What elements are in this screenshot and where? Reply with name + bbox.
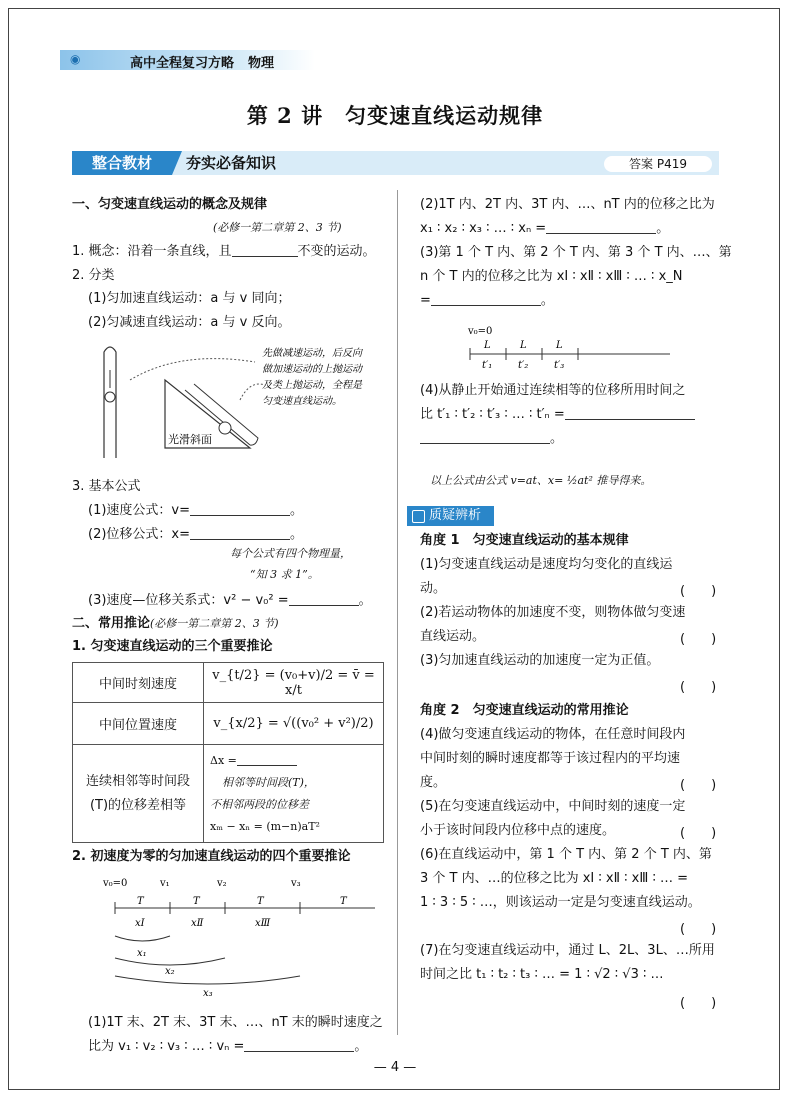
blank-velocity-ratio xyxy=(244,1039,354,1052)
incline-label: 光滑斜面 xyxy=(168,433,212,446)
question-6-b: 3 个 T 内、…的位移之比为 xⅠ ∶ xⅡ ∶ xⅢ ∶ … = xyxy=(420,871,688,886)
three-inferences-heading: 1. 匀变速直线运动的三个重要推论 xyxy=(72,639,273,654)
fig-note-3: 及类上抛运动，全程是 xyxy=(262,380,362,391)
label-L1: L xyxy=(484,340,491,351)
table-row xyxy=(73,663,384,703)
label-v1: v₁ xyxy=(160,878,170,889)
label-v0: v₀=0 xyxy=(103,878,128,889)
blank-concept xyxy=(232,244,298,257)
inference-4-a: (4)从静止开始通过连续相等的位移所用时间之 xyxy=(420,383,686,398)
blank-velocity xyxy=(190,503,290,516)
question-2-b: 直线运动。 xyxy=(420,629,486,644)
heading-ref: (必修一第二章第 2、3 节) xyxy=(213,221,342,234)
label-L3: L xyxy=(556,340,563,351)
fig-note-1: 先做减速运动，后反向 xyxy=(262,348,362,359)
derivation-note: 以上公式由公式 v=at、x= ½at² 推导得来。 xyxy=(430,474,652,487)
question-7-b: 时间之比 t₁ ∶ t₂ ∶ t₃ ∶ … = 1 ∶ √2 ∶ √3 ∶ … xyxy=(420,967,664,982)
table-note-2: 不相邻两段的位移差 xyxy=(210,797,309,811)
label-t1: t′₁ xyxy=(482,360,493,371)
formula-note-1: 每个公式有四个物理量， xyxy=(230,547,351,560)
answer-paren[interactable]: ( ) xyxy=(680,632,717,647)
heading-inference: 二、常用推论(必修一第二章第 2、3 节) xyxy=(72,616,279,631)
inference-3-c: = 。 xyxy=(420,293,554,308)
angle-2-heading: 角度 2 匀变速直线运动的常用推论 xyxy=(420,703,629,718)
label-L2: L xyxy=(520,340,527,351)
question-2-a: (2)若运动物体的加速度不变，则物体做匀变速 xyxy=(420,605,686,620)
inference-3-a: (3)第 1 个 T 内、第 2 个 T 内、第 3 个 T 内、…、第 xyxy=(420,245,732,260)
label-x3: x₃ xyxy=(203,988,213,999)
brace-x3 xyxy=(115,976,300,984)
label-v3: v₃ xyxy=(291,878,301,889)
table-value: v_{t/2} = (v₀+v)/2 = v̄ = x/t xyxy=(204,663,384,703)
inference-4-b: 比 t′₁ ∶ t′₂ ∶ t′₃ ∶ … ∶ t′ₙ = xyxy=(420,406,695,424)
question-5-a: (5)在匀变速直线运动中，中间时刻的速度一定 xyxy=(420,799,686,814)
inference-1-a: (1)1T 末、2T 末、3T 末、…、nT 末的瞬时速度之 xyxy=(88,1015,383,1030)
inference-2-b: x₁ ∶ x₂ ∶ x₃ ∶ … ∶ xₙ = 。 xyxy=(420,221,670,236)
label-xIII: xⅢ xyxy=(255,918,271,929)
question-1-b: 动。 xyxy=(420,581,447,596)
question-5-b: 小于该时间段内位移中点的速度。 xyxy=(420,823,616,838)
table-key: 中间位置速度 xyxy=(73,703,204,745)
answer-paren[interactable]: ( ) xyxy=(680,584,717,599)
label-xII: xⅡ xyxy=(191,918,204,929)
blank-delta xyxy=(237,753,297,766)
subject-label: 物理 xyxy=(248,56,275,71)
velocity-formula: (1)速度公式：v= 。 xyxy=(88,503,304,518)
question-6-a: (6)在直线运动中，第 1 个 T 内、第 2 个 T 内、第 xyxy=(420,847,712,862)
table-note-1: 相邻等时间段(T)， xyxy=(222,775,315,789)
formulas-heading: 3. 基本公式 xyxy=(72,479,141,494)
section-title: 夯实必备知识 xyxy=(186,154,277,172)
accel-line: (1)匀加速直线运动：a 与 v 同向； xyxy=(88,291,291,306)
delta-x: Δx = xyxy=(210,750,377,772)
question-6-c: 1 ∶ 3 ∶ 5 ∶ …，则该运动一定是匀变速直线运动。 xyxy=(420,895,701,910)
section-tag-tail xyxy=(172,151,182,175)
running-header xyxy=(130,52,274,71)
answer-paren[interactable]: ( ) xyxy=(680,922,717,937)
book-logo-icon: ◉ xyxy=(70,52,81,66)
label-T4: T xyxy=(340,896,347,907)
table-formula: xₘ − xₙ = (m−n)aT² xyxy=(210,819,320,833)
label-t2: t′₂ xyxy=(518,360,529,371)
pointer-1 xyxy=(130,359,255,380)
question-1-a: (1)匀变速直线运动是速度均匀变化的直线运 xyxy=(420,557,673,572)
label2-v0: v₀=0 xyxy=(468,326,493,337)
inference-2-a: (2)1T 内、2T 内、3T 内、…、nT 内的位移之比为 xyxy=(420,197,715,212)
book-title: 高中全程复习方略 xyxy=(130,56,235,71)
heading-concept: 一、匀变速直线运动的概念及规律 xyxy=(72,197,268,212)
answer-paren[interactable]: ( ) xyxy=(680,996,717,1011)
ball-vertical xyxy=(105,392,115,402)
label-xI: xⅠ xyxy=(135,918,145,929)
inference-4-c: 。 xyxy=(420,430,563,448)
blank-interval-ratio xyxy=(431,293,541,306)
label-T3: T xyxy=(257,896,264,907)
velocity-displacement-formula: (3)速度—位移关系式：v² − v₀² = 。 xyxy=(88,593,372,608)
label-x2: x₂ xyxy=(165,966,175,977)
ball-incline xyxy=(219,422,231,434)
question-4-b: 中间时刻的瞬时速度都等于该过程内的平均速 xyxy=(420,751,681,766)
answer-paren[interactable]: ( ) xyxy=(680,778,717,793)
inference-table xyxy=(72,662,384,843)
answer-paren[interactable]: ( ) xyxy=(680,826,717,841)
blank-displacement-ratio xyxy=(546,221,656,234)
table-key: 连续相邻等时间段(T)的位移差相等 xyxy=(73,745,204,843)
table-row xyxy=(73,745,384,843)
column-divider xyxy=(397,190,398,1035)
four-inferences-heading: 2. 初速度为零的匀加速直线运动的四个重要推论 xyxy=(72,849,351,864)
blank-time-ratio-cont xyxy=(420,431,550,444)
blank-vd xyxy=(289,593,359,606)
answer-paren[interactable]: ( ) xyxy=(680,680,717,695)
table-value: v_{x/2} = √((v₀² + v²)/2) xyxy=(204,703,384,745)
displacement-formula: (2)位移公式：x= 。 xyxy=(88,527,304,542)
decel-line: (2)匀减速直线运动：a 与 v 反向。 xyxy=(88,315,291,330)
lesson-title: 第 2 讲 匀变速直线运动规律 xyxy=(246,103,544,128)
blank-displacement xyxy=(190,527,290,540)
brace-x1 xyxy=(115,936,170,941)
table-key: 中间时刻速度 xyxy=(73,663,204,703)
label-T1: T xyxy=(137,896,144,907)
question-badge: 质疑辨析 xyxy=(407,506,494,526)
upthrow-figure xyxy=(90,340,390,460)
classify-heading: 2. 分类 xyxy=(72,268,115,283)
label-T2: T xyxy=(193,896,200,907)
table-row xyxy=(73,703,384,745)
answer-reference: 答案 P419 xyxy=(604,156,712,172)
interval-diagram xyxy=(95,872,385,1002)
fig-note-2: 做加速运动的上抛运动 xyxy=(262,364,362,375)
section-tag: 整合教材 xyxy=(72,151,172,175)
question-3: (3)匀加速直线运动的加速度一定为正值。 xyxy=(420,653,660,668)
formula-note-2: “知 3 求 1”。 xyxy=(250,568,319,581)
question-4-a: (4)做匀变速直线运动的物体，在任意时间段内 xyxy=(420,727,686,742)
inference-1-b: 比为 v₁ ∶ v₂ ∶ v₃ ∶ … ∶ vₙ = 。 xyxy=(88,1039,368,1054)
label-v2: v₂ xyxy=(217,878,227,889)
label-x1: x₁ xyxy=(137,948,147,959)
inference-3-b: n 个 T 内的位移之比为 xⅠ ∶ xⅡ ∶ xⅢ ∶ … ∶ x_N xyxy=(420,269,683,284)
label-t3: t′₃ xyxy=(554,360,565,371)
concept-line: 1. 概念：沿着一条直线，且 不变的运动。 xyxy=(72,244,376,259)
question-7-a: (7)在匀变速直线运动中，通过 L、2L、3L、…所用 xyxy=(420,943,715,958)
blank-time-ratio xyxy=(565,407,695,420)
question-4-c: 度。 xyxy=(420,775,447,790)
page-number: — 4 — xyxy=(373,1060,417,1075)
angle-1-heading: 角度 1 匀变速直线运动的基本规律 xyxy=(420,533,629,548)
fig-note-4: 匀变速直线运动。 xyxy=(262,396,342,407)
table-value xyxy=(204,745,384,843)
equal-displacement-diagram xyxy=(460,322,680,372)
brace-x2 xyxy=(115,958,225,965)
